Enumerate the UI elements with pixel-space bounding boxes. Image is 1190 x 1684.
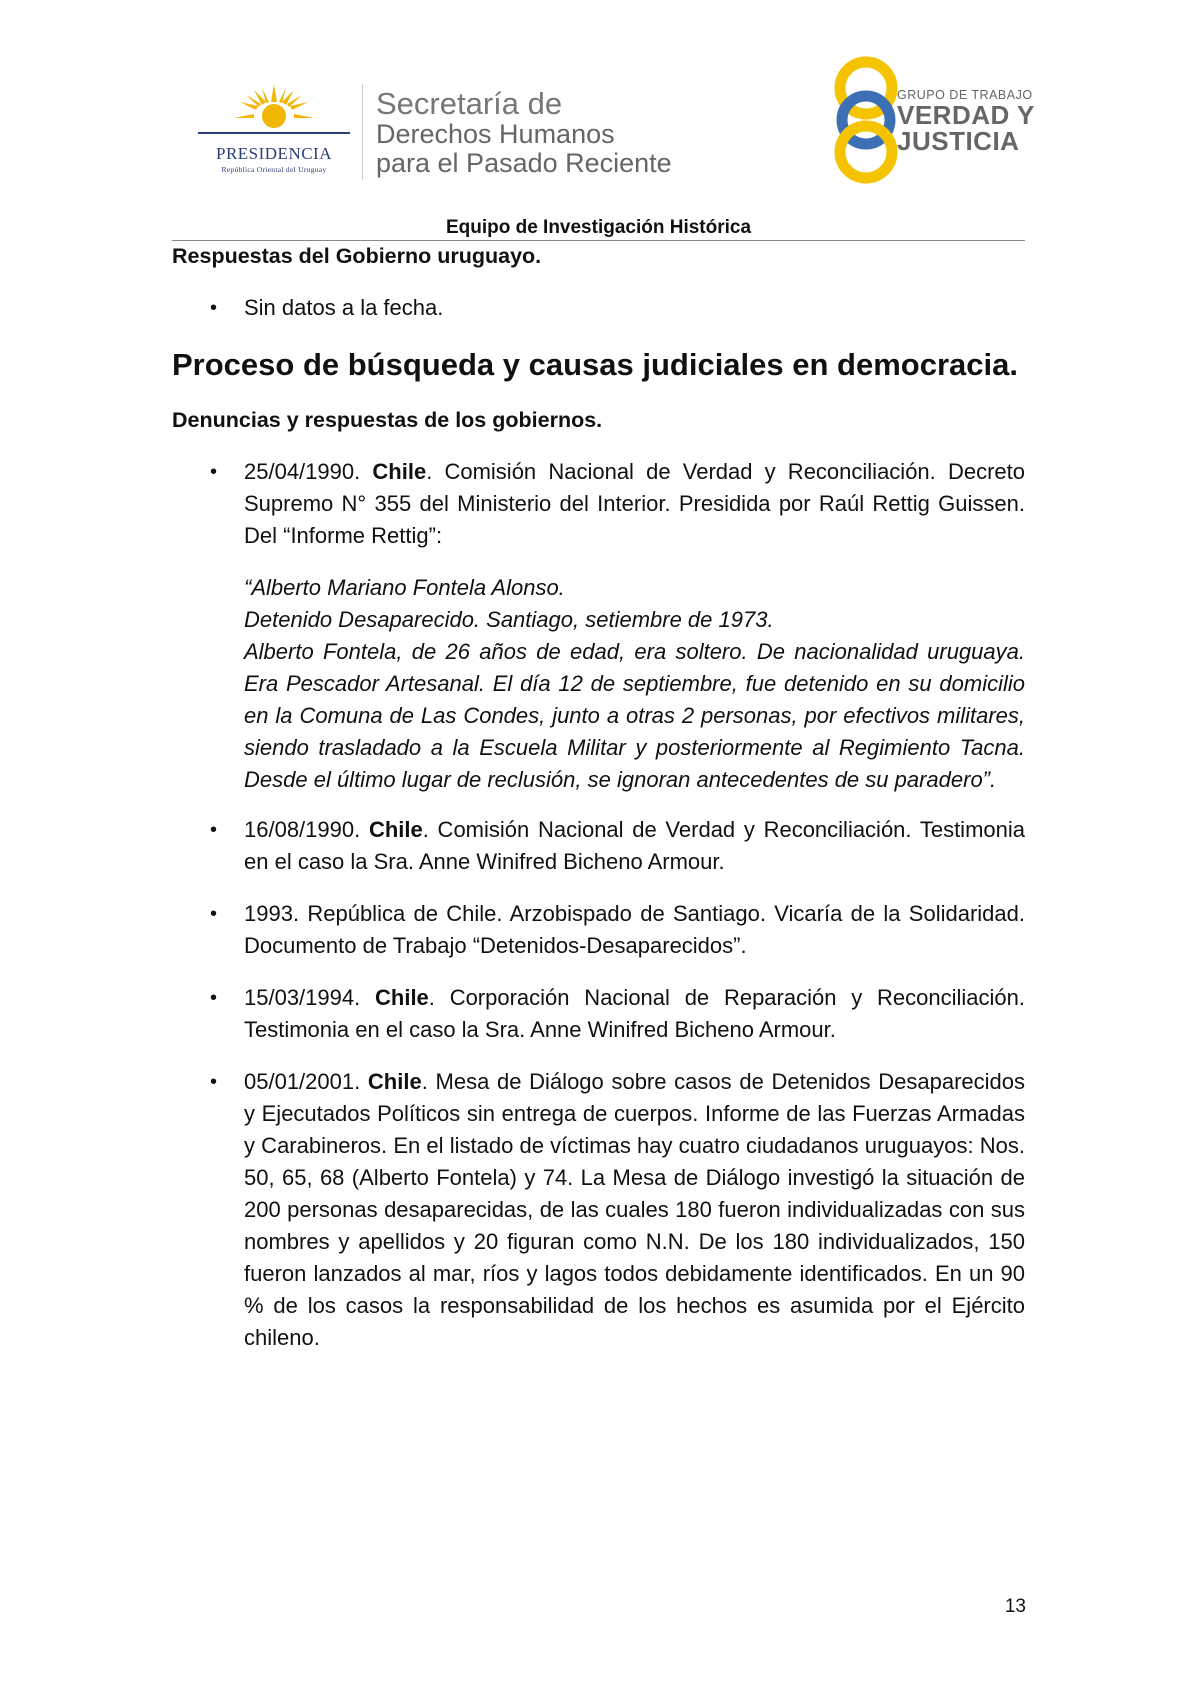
secretaria-line-3: para el Pasado Reciente xyxy=(376,148,672,178)
item-text: . Comisión Nacional de Verdad y Reconciliación. Decreto Supremo N° 355 del Ministerio del Interior. Presidida por Raúl Rettig Guissen. Del “Informe Rettig”: xyxy=(244,459,1025,548)
item-text: 1993. República de Chile. Arzobispado de Santiago. Vicaría de la Solidaridad. Documento de Trabajo “Detenidos-Desaparecidos”. xyxy=(244,901,1025,958)
list-item xyxy=(172,898,1025,962)
respuestas-list xyxy=(172,292,1025,324)
main-heading: Proceso de búsqueda y causas judiciales en democracia. xyxy=(172,347,1018,382)
bullet-icon: • xyxy=(210,903,218,925)
document-body xyxy=(172,242,1025,1354)
item-country: Chile xyxy=(372,459,427,484)
presidencia-subtitle: República Oriental del Uruguay xyxy=(221,165,327,174)
item-date: 16/08/1990. xyxy=(244,817,369,842)
respuestas-heading: Respuestas del Gobierno uruguayo. xyxy=(172,244,542,268)
list-item xyxy=(172,1066,1025,1354)
secretaria-line-2: Derechos Humanos xyxy=(376,119,615,149)
bullet-icon: • xyxy=(210,819,218,841)
gtvj-small-text: GRUPO DE TRABAJO xyxy=(897,88,1033,102)
rettig-quote xyxy=(244,572,1025,796)
page-number: 13 xyxy=(1004,1596,1026,1617)
list-item xyxy=(172,982,1025,1046)
sun-icon xyxy=(198,82,350,144)
item-date: 25/04/1990. xyxy=(244,459,373,484)
header-rule xyxy=(172,240,1025,241)
item-date: 05/01/2001. xyxy=(244,1069,368,1094)
secretaria-line-1: Secretaría de xyxy=(376,86,563,121)
presidencia-name: PRESIDENCIA xyxy=(215,144,332,163)
presidencia-logo xyxy=(198,82,350,178)
quote-line-1: “Alberto Mariano Fontela Alonso. xyxy=(244,575,565,600)
denuncias-heading: Denuncias y respuestas de los gobiernos. xyxy=(172,408,603,432)
item-country: Chile xyxy=(367,1069,422,1094)
page-header xyxy=(0,0,1190,240)
team-title: Equipo de Investigación Histórica xyxy=(445,217,752,238)
item-text: . Corporación Nacional de Reparación y Reconciliación. Testimonia en el caso la Sra. Anne Winifred Bicheno Armour. xyxy=(244,985,1025,1042)
header-divider xyxy=(362,84,363,180)
item-date: 15/03/1994. xyxy=(244,985,375,1010)
bullet-icon: • xyxy=(210,297,218,319)
item-text: . Comisión Nacional de Verdad y Reconciliación. Testimonia en el caso la Sra. Anne Winifred Bicheno Armour. xyxy=(244,817,1025,874)
list-item xyxy=(172,292,1025,324)
item-country: Chile xyxy=(368,817,423,842)
bullet-icon: • xyxy=(210,1071,218,1093)
secretaria-logo-text xyxy=(376,88,672,178)
gtvj-logo-text xyxy=(897,88,1035,154)
quote-body: Alberto Fontela, de 26 años de edad, era soltero. De nacionalidad uruguaya. Era Pescador Artesanal. El día 12 de septiembre, fue detenido en su domicilio en la Comuna de Las Condes, junto a otras 2 personas, por efectivos militares, siendo trasladado a la Escuela Militar y posteriormente al Regimiento Tacna. Desde el último lugar de reclusión, se ignoran antecedentes de su paradero”. xyxy=(244,639,1025,792)
denuncias-list-continued xyxy=(172,814,1025,1354)
item-country: Chile xyxy=(375,985,429,1010)
bullet-icon: • xyxy=(210,987,218,1009)
item-text: . Mesa de Diálogo sobre casos de Detenidos Desaparecidos y Ejecutados Políticos sin entrega de cuerpos. Informe de las Fuerzas Armadas y Carabineros. En el listado de víctimas hay cuatro ciudadanos uruguayos: Nos. 50, 65, 68 (Alberto Fontela) y 74. La Mesa de Diálogo investigó la situación de 200 personas desaparecidas, de las cuales 180 fueron individualizadas con sus nombres y apellidos y 20 figuran como N.N. De los 180 individualizados, 150 fueron lanzados al mar, ríos y lagos todos debidamente identificados. En un 90 % de los casos la responsabilidad de los hechos es asumida por el Ejército chileno. xyxy=(244,1069,1025,1350)
gtvj-line-1: VERDAD Y xyxy=(897,100,1035,130)
quote-line-2: Detenido Desaparecido. Santiago, setiembre de 1973. xyxy=(244,607,774,632)
list-item xyxy=(172,814,1025,878)
gtvj-line-2: JUSTICIA xyxy=(897,126,1020,156)
item-text: Sin datos a la fecha. xyxy=(244,295,444,320)
list-item xyxy=(172,456,1025,552)
bullet-icon: • xyxy=(210,461,218,483)
denuncias-list xyxy=(172,456,1025,552)
